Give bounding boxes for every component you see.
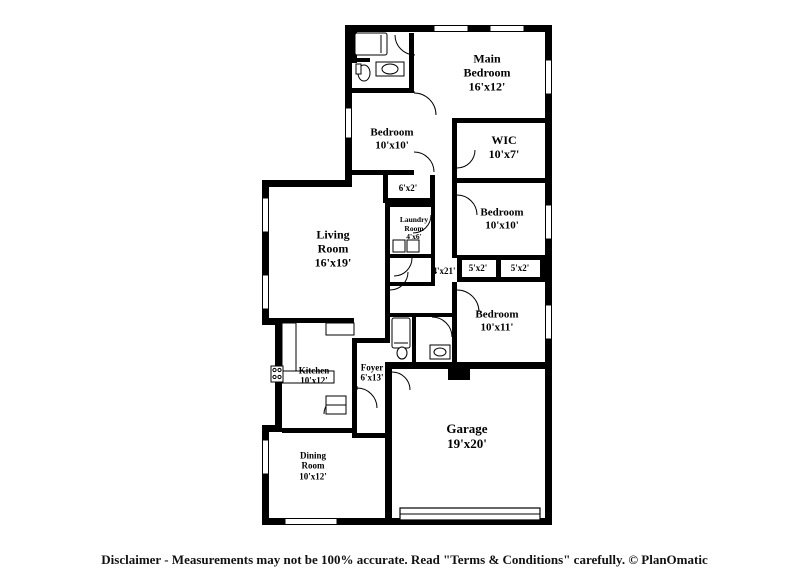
closet-label-5x2-b: 5'x2' bbox=[510, 262, 530, 273]
room-dimensions: 10'x10' bbox=[375, 139, 409, 151]
room-dimensions: 4'x6' bbox=[406, 232, 422, 242]
room-dimensions: 6'x13' bbox=[360, 373, 384, 383]
room-name: Kitchen bbox=[298, 365, 330, 376]
room-name: Bedroom bbox=[370, 126, 414, 139]
room-dimensions: 16'x12' bbox=[468, 78, 506, 93]
room-name: WIC bbox=[491, 133, 517, 148]
room-name-line2: Bedroom bbox=[463, 65, 511, 80]
room-dimensions: 10'x12' bbox=[300, 376, 328, 386]
room-name: Bedroom bbox=[480, 206, 524, 219]
room-dimensions: 10'x10' bbox=[485, 219, 519, 231]
room-dimensions: 19'x20' bbox=[447, 436, 487, 451]
garage-door bbox=[400, 508, 540, 520]
closet-label-5x2-a: 5'x2' bbox=[468, 262, 488, 273]
room-name-line2: Room bbox=[317, 241, 349, 256]
room-name: Bedroom bbox=[475, 308, 519, 321]
closet-label-6x2: 6'x2' bbox=[398, 182, 418, 193]
room-name-line2: Room bbox=[301, 460, 325, 471]
room-name: Garage bbox=[446, 421, 488, 437]
room-dimensions: 16'x19' bbox=[314, 254, 352, 269]
room-name-line2: Room bbox=[404, 223, 424, 233]
room-name-line1: Laundry bbox=[399, 215, 429, 225]
room-name-line1: Dining bbox=[299, 450, 327, 461]
room-name-line1: Living bbox=[316, 227, 350, 242]
room-dimensions: 10'x11' bbox=[480, 321, 514, 333]
room-name-line1: Main bbox=[473, 51, 501, 66]
room-dimensions: 10'x7' bbox=[488, 147, 520, 161]
disclaimer-text: Disclaimer - Measurements may not be 100% accurate. Read "Terms & Conditions" carefully. © PlanOmatic bbox=[101, 552, 708, 567]
room-dimensions: 10'x12' bbox=[299, 471, 327, 482]
room-name: Foyer bbox=[360, 362, 384, 373]
closet-label-4x21: 4'x21' bbox=[432, 265, 456, 276]
